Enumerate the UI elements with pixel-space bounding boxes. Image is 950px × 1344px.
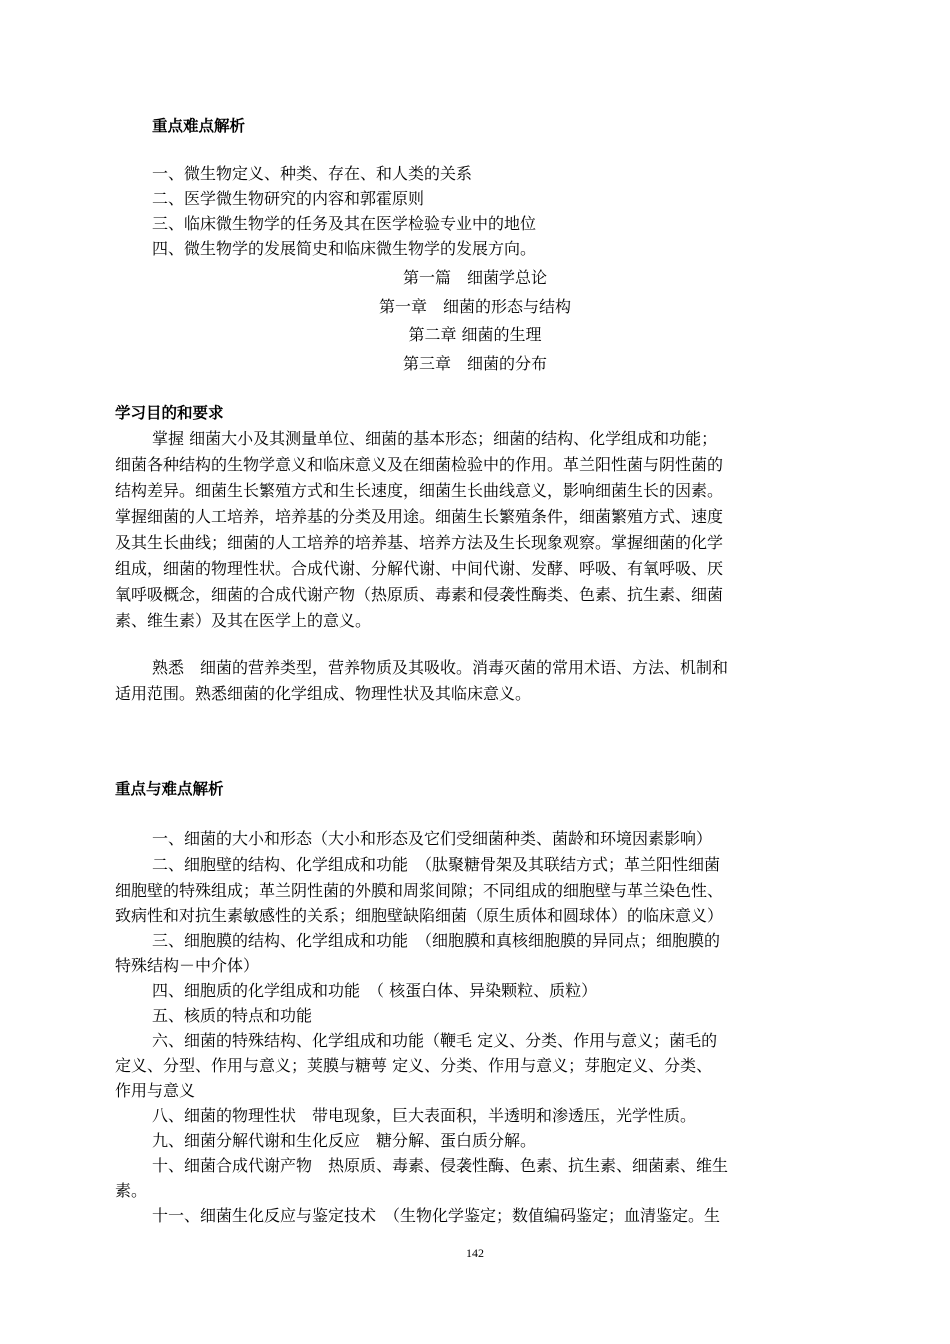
section-heading-key-points-2: 重点与难点解析: [115, 780, 224, 798]
list-item: 二、医学微生物研究的内容和郭霍原则: [152, 189, 425, 208]
paragraph-line: 细胞壁的特殊组成；革兰阴性菌的外膜和周浆间隙；不同组成的细胞壁与革兰染色性、: [115, 881, 724, 900]
paragraph-line: 九、细菌分解代谢和生化反应 糖分解、蛋白质分解。: [152, 1131, 537, 1150]
paragraph-line: 致病性和对抗生素敏感性的关系；细胞壁缺陷细菌（原生质体和圆球体）的临床意义）: [115, 906, 724, 925]
list-item: 三、临床微生物学的任务及其在医学检验专业中的地位: [152, 214, 537, 233]
paragraph-line: 及其生长曲线；细菌的人工培养的培养基、培养方法及生长现象观察。掌握细菌的化学: [115, 533, 724, 552]
paragraph-line: 三、细胞膜的结构、化学组成和功能 （细胞膜和真核细胞膜的异同点；细胞膜的: [152, 931, 721, 950]
section-heading-key-points: 重点难点解析: [152, 117, 246, 135]
paragraph-line: 适用范围。熟悉细菌的化学组成、物理性状及其临床意义。: [115, 684, 532, 703]
paragraph-line: 十、细菌合成代谢产物 热原质、毒素、侵袭性酶、色素、抗生素、细菌素、维生: [152, 1156, 729, 1175]
paragraph-line: 氧呼吸概念，细菌的合成代谢产物（热原质、毒素和侵袭性酶类、色素、抗生素、细菌: [115, 585, 724, 604]
paragraph-line: 定义、分型、作用与意义；荚膜与糖萼 定义、分类、作用与意义；芽胞定义、分类、: [115, 1056, 713, 1075]
chapter-title: 第三章 细菌的分布: [402, 354, 547, 373]
paragraph-line: 掌握细菌的人工培养，培养基的分类及用途。细菌生长繁殖条件，细菌繁殖方式、速度: [115, 507, 724, 526]
paragraph-line: 熟悉 细菌的营养类型，营养物质及其吸收。消毒灭菌的常用术语、方法、机制和: [152, 658, 729, 677]
list-item: 四、微生物学的发展简史和临床微生物学的发展方向。: [152, 239, 537, 258]
paragraph-line: 结构差异。细菌生长繁殖方式和生长速度，细菌生长曲线意义，影响细菌生长的因素。: [115, 481, 724, 500]
part-title: 第一篇 细菌学总论: [402, 268, 547, 287]
paragraph-line: 五、核质的特点和功能: [152, 1006, 313, 1025]
paragraph-line: 二、细胞壁的结构、化学组成和功能 （肽聚糖骨架及其联结方式；革兰阳性细菌: [152, 855, 721, 874]
paragraph-line: 四、细胞质的化学组成和功能 （ 核蛋白体、异染颗粒、质粒）: [152, 981, 598, 1000]
paragraph-line: 特殊结构－中介体）: [115, 956, 260, 975]
paragraph-line: 八、细菌的物理性状 带电现象，巨大表面积，半透明和渗透压，光学性质。: [152, 1106, 697, 1125]
paragraph-line: 组成，细菌的物理性状。合成代谢、分解代谢、中间代谢、发酵、呼吸、有氧呼吸、厌: [115, 559, 724, 578]
chapter-title: 第二章 细菌的生理: [408, 325, 542, 344]
paragraph-line: 素、维生素）及其在医学上的意义。: [115, 611, 372, 630]
paragraph-line: 一、细菌的大小和形态（大小和形态及它们受细菌种类、菌龄和环境因素影响）: [152, 829, 713, 848]
paragraph-line: 掌握 细菌大小及其测量单位、细菌的基本形态；细菌的结构、化学组成和功能；: [152, 429, 718, 448]
paragraph-line: 细菌各种结构的生物学意义和临床意义及在细菌检验中的作用。革兰阳性菌与阴性菌的: [115, 455, 724, 474]
chapter-title: 第一章 细菌的形态与结构: [378, 297, 571, 316]
paragraph-line: 十一、细菌生化反应与鉴定技术 （生物化学鉴定；数值编码鉴定；血清鉴定。生: [152, 1206, 721, 1225]
page-number: 142: [466, 1246, 484, 1260]
paragraph-line: 六、细菌的特殊结构、化学组成和功能（鞭毛 定义、分类、作用与意义；菌毛的: [152, 1031, 718, 1050]
paragraph-line: 作用与意义: [115, 1081, 196, 1100]
paragraph-line: 素。: [115, 1181, 148, 1200]
list-item: 一、微生物定义、种类、存在、和人类的关系: [152, 164, 473, 183]
section-heading-goals: 学习目的和要求: [115, 404, 224, 422]
